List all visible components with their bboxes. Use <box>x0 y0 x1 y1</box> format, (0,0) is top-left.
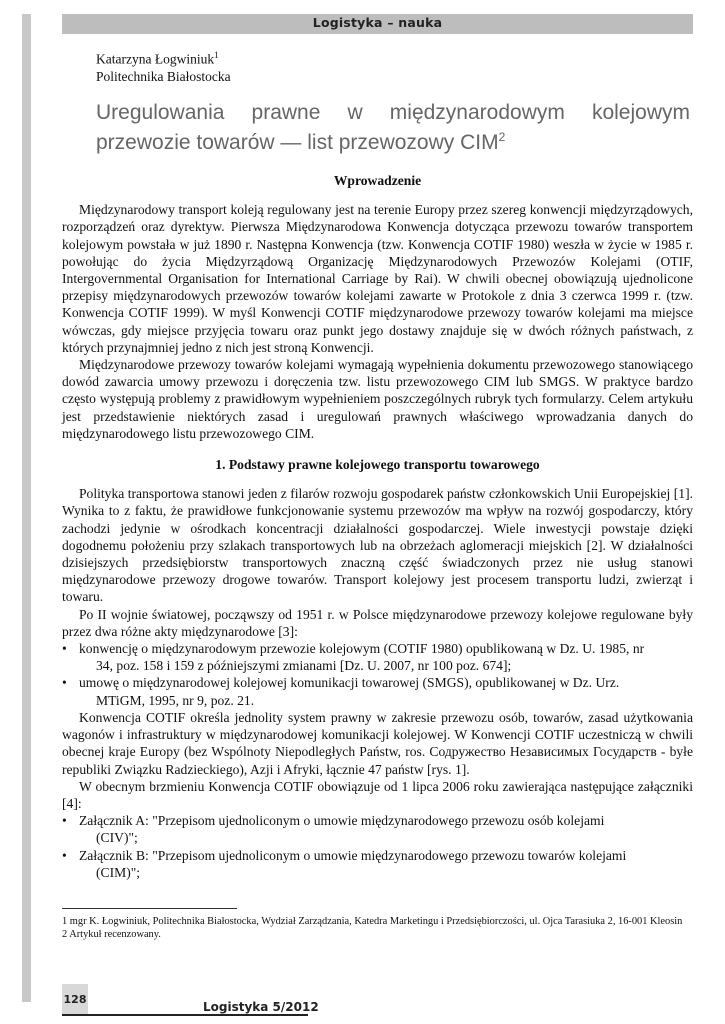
section-1-paragraph-2: Po II wojnie światowej, począwszy od 1951 r. w Polsce międzynarodowe przewozy kolejowe regulowane były przez dwa różne akty międzynarodowe [3]: <box>62 606 693 639</box>
list-item-continuation: (CIM)"; <box>96 864 141 880</box>
footnotes <box>62 915 693 941</box>
list-item <box>62 847 693 881</box>
bullet-icon: • <box>62 675 67 691</box>
title-footnote-mark: 2 <box>498 130 506 144</box>
list-item-text: Załącznik B: "Przepisom ujednoliconym o umowie międzynarodowego przewozu towarów kolejami <box>79 847 627 863</box>
list-item-continuation: MTiGM, 1995, nr 9, poz. 21. <box>96 692 255 708</box>
intro-paragraph-1: Międzynarodowy transport koleją regulowany jest na terenie Europy przez szereg konwencji międzyrządowych, rozporządzeń oraz dyrektyw. Pierwsza Międzynarodowa Konwencja dotycząca przewozu towarów transportem kolejowym powstała w już 1890 r. Następna Konwencja (tzw. Konwencja COTIF 1980) weszła w życie w 1985 r. powołując do życia Międzyrządową Organizację Międzynarodowych Przewozów Kolejami (OTIF, Intergovernmental Organisation for International Carriage by Rai). W chwili obecnej obowiązują ujednolicone przepisy międzynarodowych przewozów towarów kolejami zawarte w Protokole z dnia 3 czerwca 1999 r. (tzw. Konwencja COTIF 1999). W myśl Konwencji COTIF międzynarodowe przewozy towarów kolejami ma miejsce wówczas, gdy miejsce przyjęcia towaru oraz punkt jego dostawy znajduje się w dwóch różnych państwach, z których przynajmniej jedno z nich jest stroną Konwencji. <box>62 202 693 355</box>
list-item <box>62 640 693 674</box>
section-1-heading: 1. Podstawy prawne kolejowego transportu towarowego <box>215 457 540 473</box>
section-1-paragraph-4: W obecnym brzmieniu Konwencja COTIF obowiązuje od 1 lipca 2006 roku zawierająca następujące załączniki [4]: <box>62 778 693 811</box>
bullet-icon: • <box>62 641 67 657</box>
author-affiliation: Politechnika Białostocka <box>96 68 231 84</box>
list-item <box>62 812 693 846</box>
page-number: 128 <box>63 993 87 1006</box>
bullet-icon: • <box>62 813 67 829</box>
left-margin-bar <box>22 14 31 1002</box>
footnote-1: 1 mgr K. Łogwiniuk, Politechnika Białostocka, Wydział Zarządzania, Katedra Marketingu i Przedsiębiorczości, ul. Ojca Tarasiuka 2, 16-001 Kleosin <box>62 916 683 927</box>
footer-rule <box>88 1014 308 1016</box>
article-title-text: Uregulowania prawne w międzynarodowym kolejowym przewozie towarów — list przewozowy CIM <box>96 101 690 154</box>
list-item-text: Załącznik A: "Przepisom ujednoliconym o umowie międzynarodowego przewozu osób kolejami <box>79 813 605 829</box>
footnote-divider <box>62 908 237 909</box>
article-body <box>62 172 693 881</box>
journal-footer: Logistyka 5/2012 <box>203 1000 319 1014</box>
article-title <box>96 100 690 155</box>
section-1-paragraph-1: Polityka transportowa stanowi jeden z filarów rozwoju gospodarek państw członkowskich Unii Europejskiej [1]. Wynika to z faktu, że prawidłowe funkcjonowanie systemu przewozów ma wpływ na rozwój gospodarczy, który zachodzi jedynie w ośrodkach koncentracji działalności gospodarczej. Wiele inwestycji powstaje dzięki dogodnemu położeniu przy szlakach transportowych lub na obrzeżach aglomeracji miejskich [2]. W działalności dzisiejszych przedsiębiorstw transportowych znaczną część świadczonych przez nie usług stanowi międzynarodowe przewozy drogowe towarów. Transport kolejowy jest procesem transportu ludzi, zwierząt i towaru. <box>62 486 693 605</box>
bullet-icon: • <box>62 847 67 863</box>
author-block <box>96 47 231 85</box>
annex-list <box>62 812 693 881</box>
author-name <box>96 47 231 68</box>
list-item <box>62 674 693 708</box>
footnote-2: 2 Artykuł recenzowany. <box>62 929 161 940</box>
list-item-text: umowę o międzynarodowej kolejowej komunikacji towarowej (SMGS), opublikowanej w Dz. Urz. <box>79 675 620 691</box>
author-name-text: Katarzyna Łogwiniuk <box>96 51 215 67</box>
author-footnote-mark: 1 <box>214 50 219 60</box>
intro-heading: Wprowadzenie <box>333 173 422 188</box>
list-item-text: konwencję o międzynarodowym przewozie kolejowym (COTIF 1980) opublikowaną w Dz. U. 1985, nr <box>79 641 645 657</box>
list-item-continuation: (CIV)"; <box>96 830 138 846</box>
intro-paragraph-2: Międzynarodowe przewozy towarów kolejami wymagają wypełnienia dokumentu przewozowego stanowiącego dowód zawarcia umowy przewozu i doręczenia tzw. listu przewozowego CIM lub SMGS. W praktyce bardzo często występują problemy z prawidłowym wypełnieniem poszczególnych rubryk tych formularzy. Celem artykułu jest przedstawienie niektórych zasad i uregulowań prawnych właściwego wprowadzania danych do międzynarodowego listu przewozowego CIM. <box>62 357 693 441</box>
running-header: Logistyka – nauka <box>312 15 443 30</box>
section-1-paragraph-3: Konwencja COTIF określa jednolity system prawny w zakresie przewozu osób, towarów, zasad użytkowania wagonów i infrastruktury w międzynarodowej komunikacji kolejowej. W Konwencji COTIF uczestniczą w chwili obecnej kraje Europy (bez Wspólnoty Niepodległych Państw, ros. Содружество Независимых Государств - byłe republiki Związku Radzieckiego), Azji i Afryki, łącznie 47 państw [rys. 1]. <box>62 709 693 777</box>
legal-acts-list <box>62 640 693 709</box>
list-item-continuation: 34, poz. 158 i 159 z późniejszymi zmianami [Dz. U. 2007, nr 100 poz. 674]; <box>96 658 512 674</box>
